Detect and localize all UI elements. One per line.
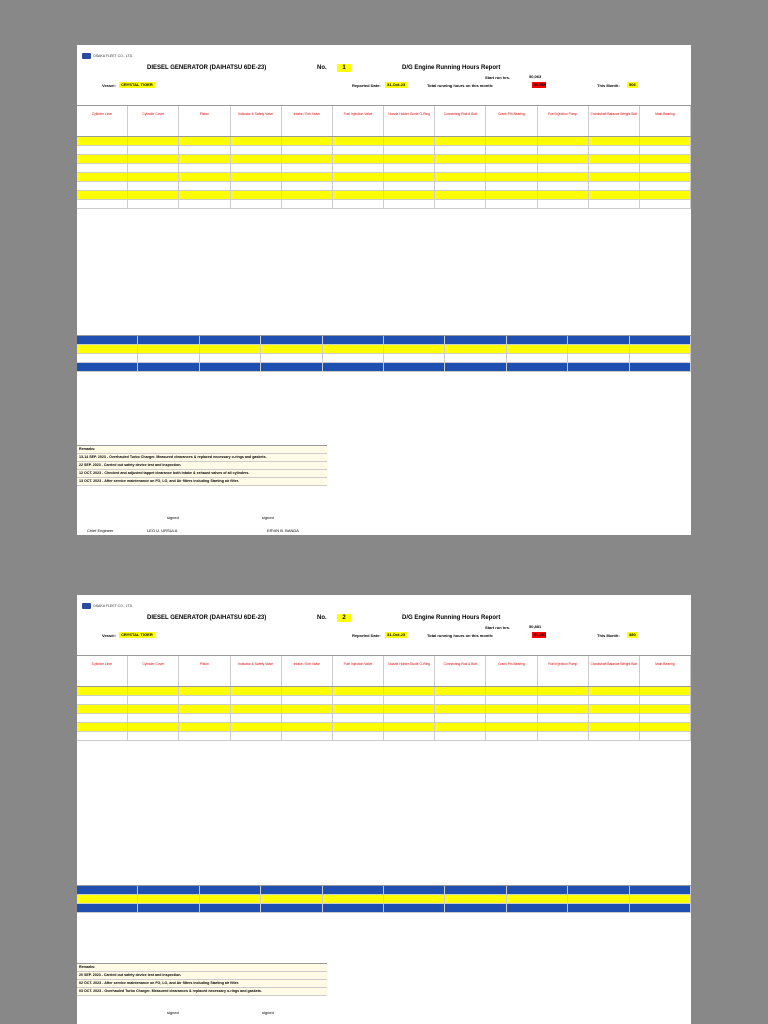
table-row [77,182,691,191]
total-label: Total running hours on this month: [427,633,494,638]
chief-label: Chief Engineer [87,528,114,533]
table-row [77,886,691,895]
table-row [77,137,691,146]
company-logo [82,53,91,59]
col-header: Crankshaft Balance Weight Bolt [589,656,640,686]
table-header [77,106,691,137]
col-header: Crank Pin Bearing [486,106,537,136]
col-header: Fuel Injection Pump [538,656,589,686]
table-header [77,656,691,687]
vessel-label: Vessel: [102,633,116,638]
start-label: Start run hrs. [485,625,511,630]
table-row [77,895,691,904]
company-name: OSAKA FLEET CO., LTD. [93,604,134,608]
signed-label: signed [262,515,274,520]
sheet-number: 2 [337,614,351,622]
signed-label: signed [167,515,179,520]
col-header: Cylinder Cover [128,106,179,136]
reported-label: Reported Date: [352,633,381,638]
table-row [77,732,691,741]
col-header: Fuel Injection Valve [333,656,384,686]
table-row [77,904,691,913]
col-header: Crankshaft Balance Weight Bolt [589,106,640,136]
vessel-label: Vessel: [102,83,116,88]
remark-item: 22 SEP. 2023 - Carried out safety device test and inspection. [77,462,327,470]
table-row [77,191,691,200]
col-header: Cylinder Liner [77,106,128,136]
remark-item: 20 SEP. 2023 - Carried out safety device test and inspection. [77,972,327,980]
col-header: Connecting Rod & Bolt [435,656,486,686]
col-header: Indicator & Safety Valve [231,656,282,686]
total-hrs: 50,569 [534,82,547,87]
month-hrs: 380 [629,632,636,637]
report-title: D/G Engine Running Hours Report [402,615,501,621]
table-row [77,705,691,714]
col-header: Main Bearing [640,656,691,686]
reported-date: 31-Oct-23 [387,632,406,637]
month-hrs: 506 [629,82,636,87]
remark-item: 13 OCT. 2023 - After service maintenance on FO, LO, and Air filters including Starting air filter. [77,478,327,486]
vessel-name: CRYSTAL TIGER [121,82,153,87]
remarks-label: Remarks: [77,964,327,972]
report-sheet-1 [77,45,691,535]
start-hrs: 50,881 [529,624,542,629]
col-header: Piston [179,656,230,686]
sheet-title: DIESEL GENERATOR (DAIHATSU 6DE-23) [147,615,267,621]
engineer-name: LEO U. URSULA [147,528,178,533]
signed-label: signed [167,1010,179,1015]
col-header: Intake / Exh Valve [282,106,333,136]
table-row [77,696,691,705]
report-title: D/G Engine Running Hours Report [402,65,501,71]
remarks [77,963,327,996]
company-logo [82,603,91,609]
remarks-label: Remarks: [77,446,327,454]
total-hrs: 51,261 [534,632,547,637]
col-header: Crank Pin Bearing [486,656,537,686]
table-row [77,687,691,696]
col-header: Indicator & Safety Valve [231,106,282,136]
month-label: This Month: [597,83,620,88]
table-row [77,336,691,345]
col-header: Cylinder Cover [128,656,179,686]
remark-item: 13-14 SEP. 2023 - Overhauled Turbo Charger. Measured clearances & replaced necessary o-rings and gaskets. [77,454,327,462]
col-header: Main Bearing [640,106,691,136]
table-row [77,164,691,173]
col-header: Fuel Injection Pump [538,106,589,136]
start-label: Start run hrs. [485,75,511,80]
remarks [77,445,327,486]
reported-label: Reported Date: [352,83,381,88]
col-header: Connecting Rod & Bolt [435,106,486,136]
remark-item: 12 OCT. 2023 - Checked and adjusted tappet clearance both intake & exhaust valves of all cylinders. [77,470,327,478]
table-row [77,363,691,372]
table-row [77,354,691,363]
remark-item: 03 OCT. 2023 - Overhauled Turbo Charger. Measured clearances & replaced necessary o-rings and gaskets. [77,988,327,996]
start-hrs: 50,063 [529,74,542,79]
table-row [77,155,691,164]
remark-item: 02 OCT. 2023 - After service maintenance on FO, LO, and Air filters including Starting air filter. [77,980,327,988]
no-label: No. [317,615,327,621]
component-table [77,655,691,741]
table-row [77,345,691,354]
table-row [77,173,691,182]
company-name: OSAKA FLEET CO., LTD. [93,54,134,58]
vessel-name: CRYSTAL TIGER [121,632,153,637]
no-label: No. [317,65,327,71]
sheet-number: 1 [337,64,351,72]
report-sheet-2 [77,595,691,1024]
col-header: Nozzle Holder Guide O-Ring [384,106,435,136]
sheet-title: DIESEL GENERATOR (DAIHATSU 6DE-23) [147,65,267,71]
col-header: Piston [179,106,230,136]
table-row [77,714,691,723]
lower-table [77,335,691,372]
table-row [77,723,691,732]
signer-name: ERVIN B. BANDA [267,528,299,533]
col-header: Intake / Exh Valve [282,656,333,686]
table-row [77,200,691,209]
col-header: Nozzle Holder Guide O-Ring [384,656,435,686]
col-header: Fuel Injection Valve [333,106,384,136]
component-table [77,105,691,209]
month-label: This Month: [597,633,620,638]
lower-table [77,885,691,913]
reported-date: 31-Oct-23 [387,82,406,87]
col-header: Cylinder Liner [77,656,128,686]
total-label: Total running hours on this month: [427,83,494,88]
signed-label: signed [262,1010,274,1015]
table-row [77,146,691,155]
